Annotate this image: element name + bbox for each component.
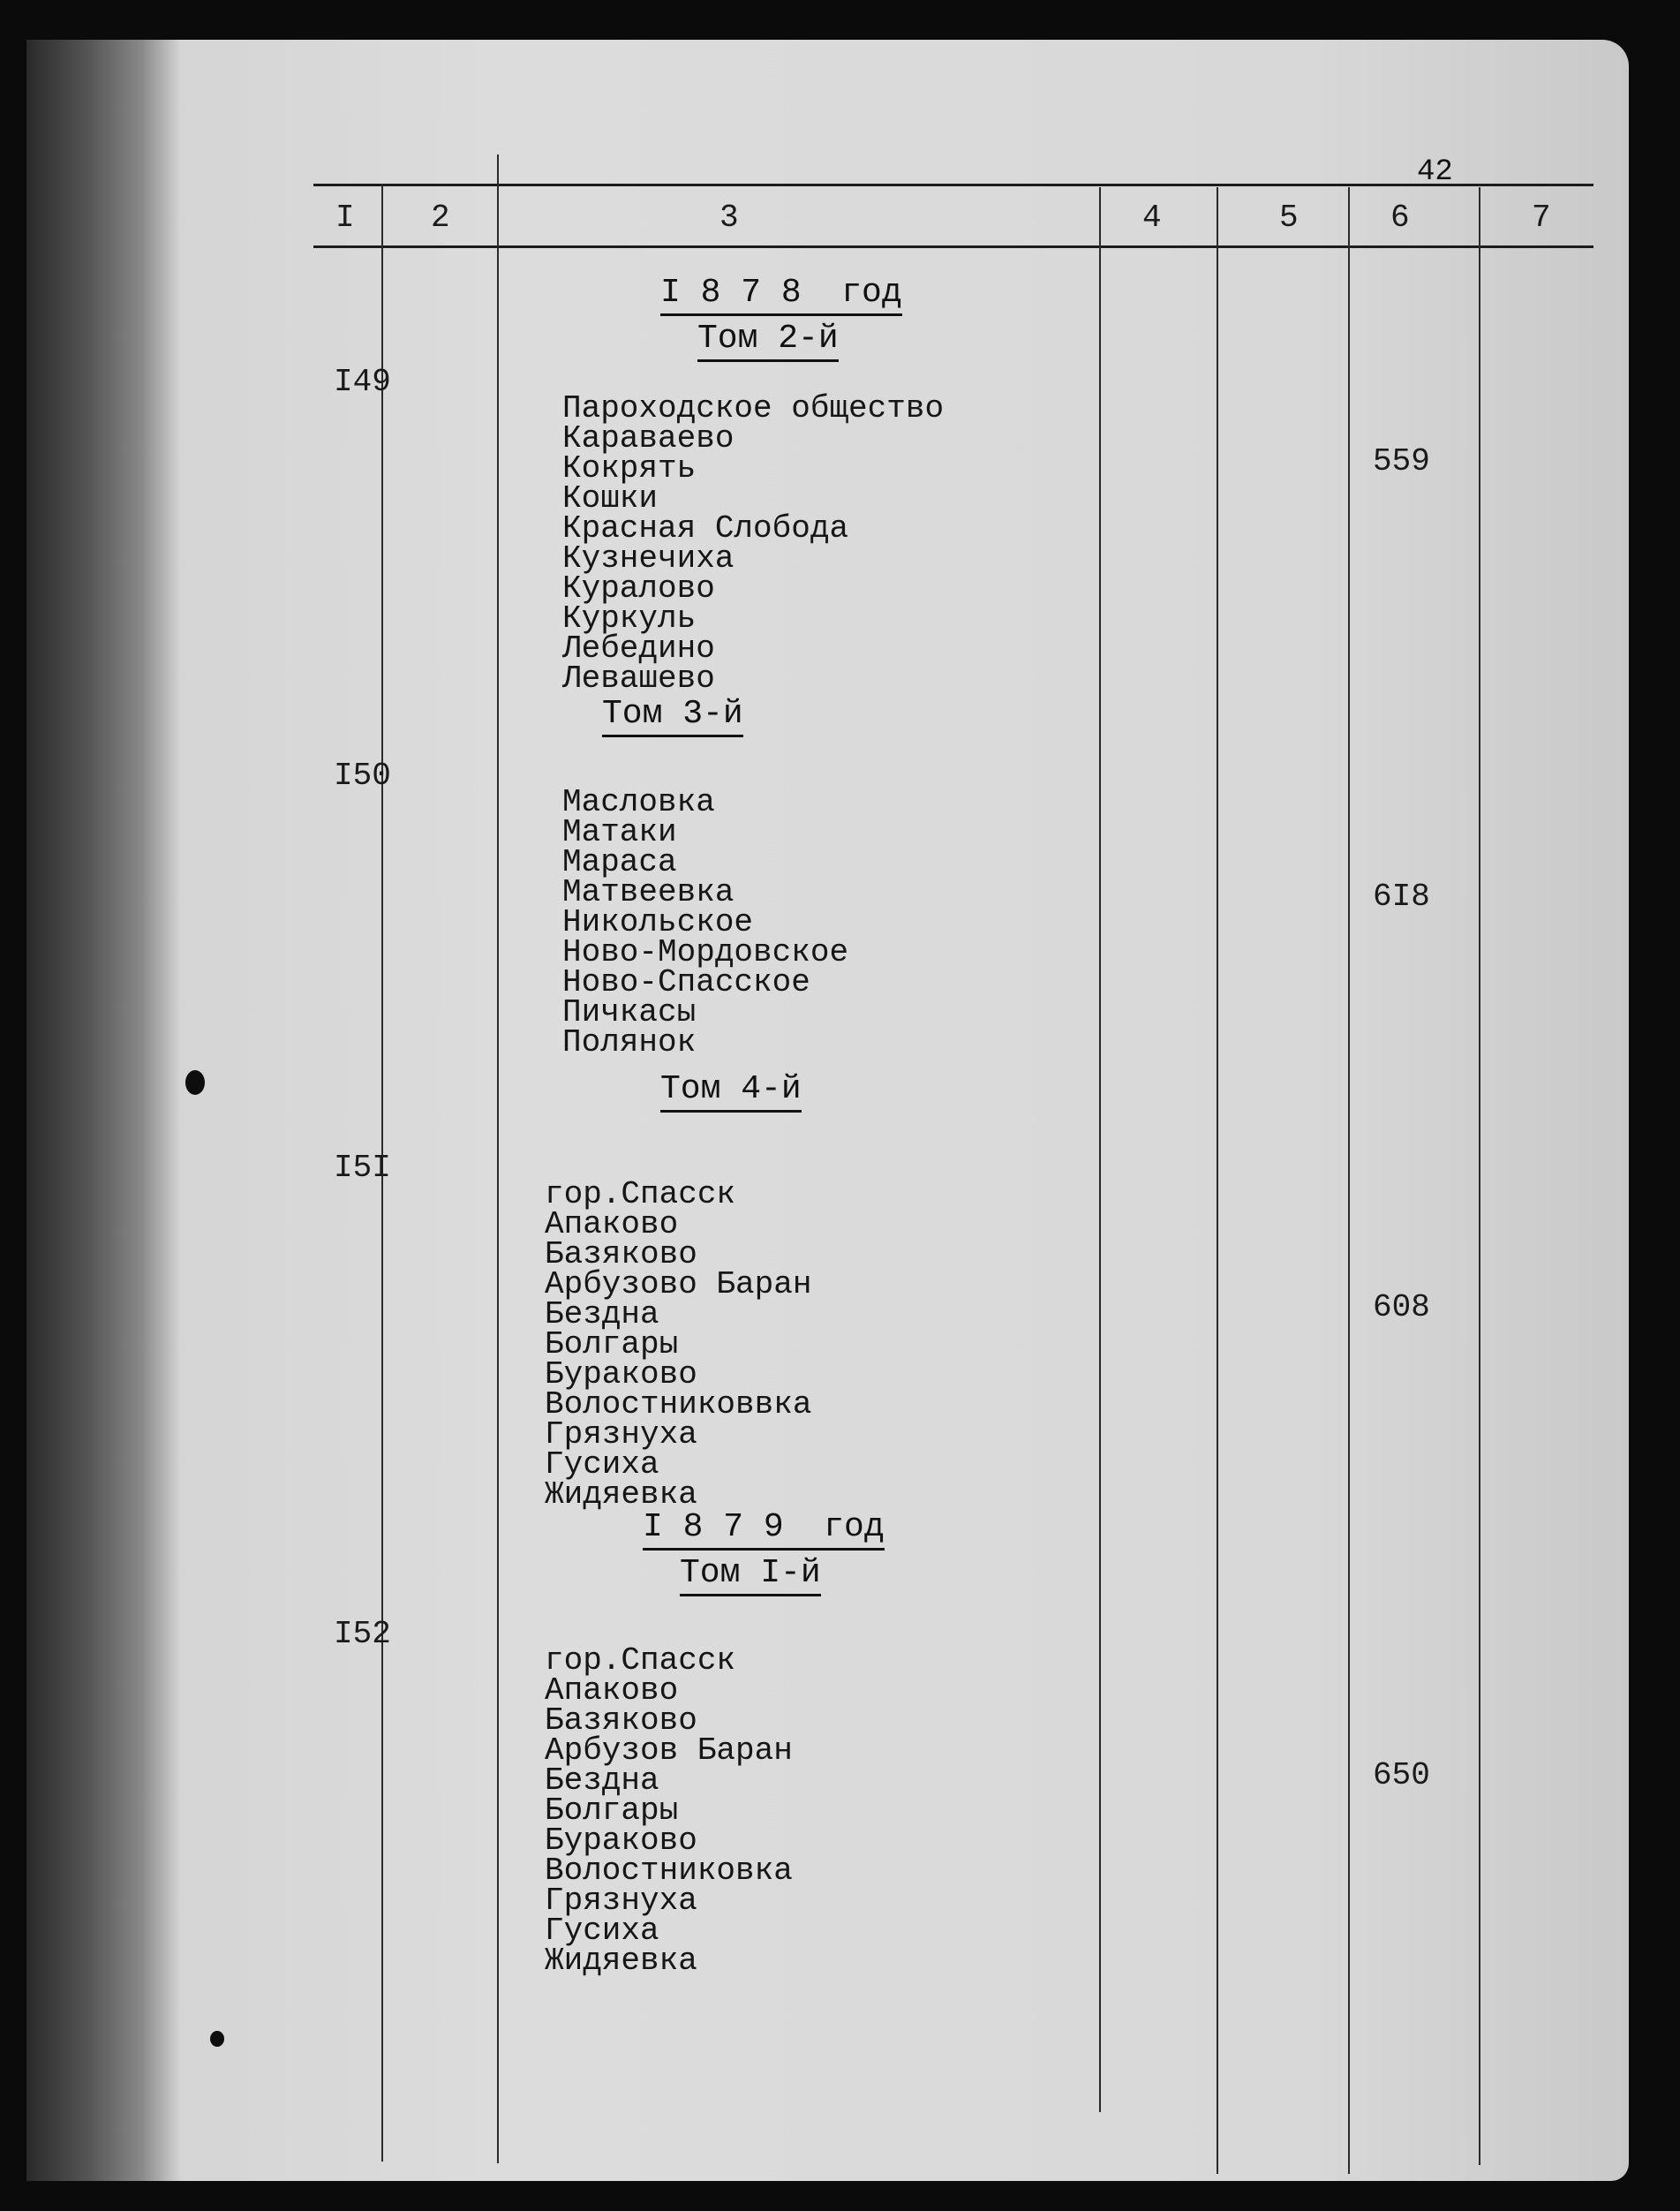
place-name: Кокрять	[562, 450, 697, 487]
place-name: Апаково	[545, 1672, 679, 1709]
place-name: Кошки	[562, 480, 659, 517]
year-heading-1878-text: I 8 7 8 год	[660, 274, 902, 316]
year-heading-1878	[660, 274, 902, 312]
entry-count: 650	[1373, 1757, 1430, 1793]
column-divider-4	[1217, 187, 1218, 2174]
place-name: Бездна	[545, 1762, 659, 1799]
place-name: Лебедино	[562, 630, 715, 667]
place-name: Куралово	[562, 570, 715, 607]
place-name: Левашево	[562, 660, 715, 697]
entry-number: I49	[334, 364, 391, 400]
place-name: Арбузов Баран	[545, 1732, 793, 1769]
binding-shadow	[26, 40, 181, 2181]
place-name: Грязнуха	[545, 1416, 697, 1453]
place-name: Полянок	[562, 1024, 697, 1060]
entry-number: I50	[334, 758, 391, 794]
year-heading-1879-text: I 8 7 9 год	[643, 1508, 885, 1551]
place-name: Волостниковвка	[545, 1386, 812, 1422]
entry-places	[545, 1150, 811, 1540]
place-name: Волостниковка	[545, 1853, 793, 1889]
binding-hole	[185, 1070, 205, 1095]
entry-number: I5I	[334, 1150, 391, 1186]
entry-places	[562, 758, 848, 1088]
place-name: Ново-Мордовское	[562, 934, 849, 970]
place-name: Болгары	[545, 1792, 679, 1829]
place-name: Жидяевка	[545, 1943, 697, 1979]
place-name: Пичкасы	[562, 994, 697, 1030]
volume-heading-4-text: Том 4-й	[660, 1070, 802, 1113]
volume-heading-3	[602, 695, 743, 733]
year-heading-1879	[643, 1508, 885, 1546]
place-name: Пароходское общество	[562, 390, 945, 426]
column-header-4: 4	[1142, 200, 1162, 236]
entry-number: I52	[334, 1616, 391, 1652]
column-divider-5	[1348, 187, 1350, 2174]
place-name: Болгары	[545, 1326, 679, 1362]
entry-count: 559	[1373, 443, 1430, 479]
place-name: Куркуль	[562, 600, 697, 637]
volume-heading-1	[680, 1554, 821, 1592]
place-name: Апаково	[545, 1206, 679, 1242]
column-divider-3	[1099, 187, 1101, 2112]
place-name: Грязнуха	[545, 1883, 697, 1919]
table-top-rule	[313, 184, 1593, 186]
place-name: Никольское	[562, 904, 754, 940]
place-name: Кузнечиха	[562, 540, 735, 577]
place-name: Матвеевка	[562, 874, 735, 910]
place-name: гор.Спасск	[545, 1176, 736, 1212]
column-header-3: 3	[719, 200, 739, 236]
place-name: Матаки	[562, 814, 677, 850]
binding-hole	[210, 2031, 224, 2047]
volume-heading-2-text: Том 2-й	[697, 320, 839, 362]
place-name: Арбузово Баран	[545, 1266, 812, 1302]
place-name: гор.Спасск	[545, 1642, 736, 1679]
place-name: Гусиха	[545, 1446, 659, 1483]
column-header-5: 5	[1279, 200, 1299, 236]
place-name: Бураково	[545, 1356, 697, 1392]
place-name: Бураково	[545, 1822, 697, 1859]
volume-heading-1-text: Том I-й	[680, 1554, 821, 1596]
column-header-6: 6	[1390, 200, 1410, 236]
column-divider-2	[497, 155, 499, 2163]
place-name: Мараса	[562, 844, 677, 880]
entry-places	[562, 364, 944, 724]
place-name: Жидяевка	[545, 1476, 697, 1513]
column-header-1: I	[335, 200, 355, 236]
place-name: Базяково	[545, 1702, 697, 1739]
column-header-2: 2	[431, 200, 450, 236]
place-name: Гусиха	[545, 1913, 659, 1949]
column-header-7: 7	[1532, 200, 1551, 236]
place-name: Базяково	[545, 1236, 697, 1272]
place-name: Бездна	[545, 1296, 659, 1332]
volume-heading-4	[660, 1070, 802, 1108]
place-name: Красная Слобода	[562, 510, 849, 547]
place-name: Масловка	[562, 784, 715, 820]
volume-heading-2	[697, 320, 839, 358]
sheet-number: 42	[1417, 155, 1453, 189]
column-divider-6	[1479, 187, 1480, 2165]
entry-count: 608	[1373, 1289, 1430, 1325]
volume-heading-3-text: Том 3-й	[602, 695, 743, 737]
entry-places	[545, 1616, 793, 2006]
entry-count: 6I8	[1373, 879, 1430, 915]
place-name: Ново-Спасское	[562, 964, 810, 1000]
table-header-rule	[313, 245, 1593, 248]
place-name: Караваево	[562, 420, 735, 457]
